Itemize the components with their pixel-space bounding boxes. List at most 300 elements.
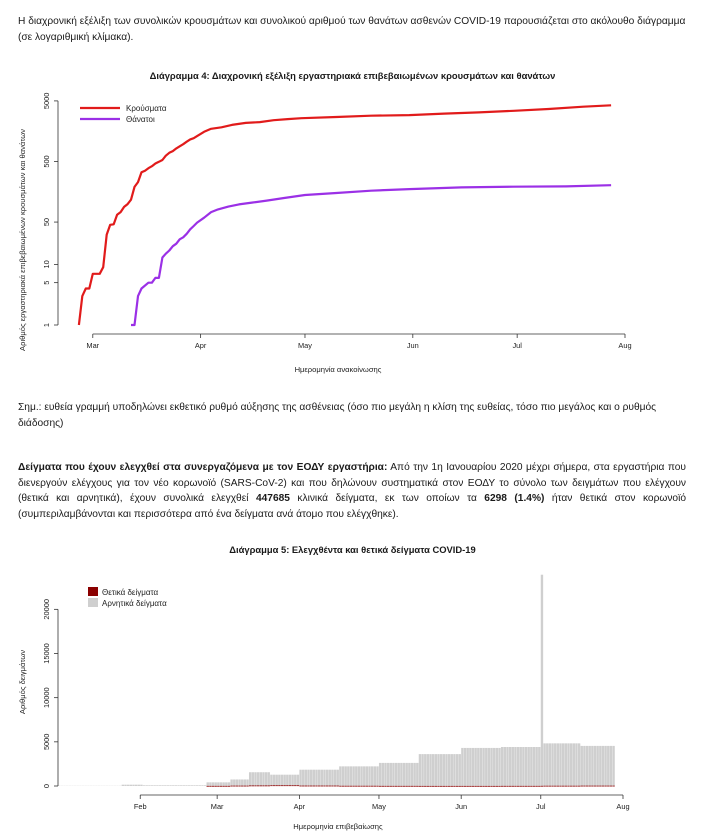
positive-bar (355, 786, 357, 787)
negative-bar (344, 766, 346, 785)
positive-bar (334, 786, 336, 787)
negative-bar (562, 743, 564, 785)
positive-bar (533, 786, 535, 787)
positive-bar (273, 785, 275, 786)
chart4-y-tick-label: 50 (42, 217, 51, 227)
positive-bar (254, 785, 256, 786)
positive-bar (477, 786, 479, 787)
negative-bar (236, 779, 238, 785)
positive-bar (612, 786, 614, 787)
positive-bar (514, 786, 516, 787)
negative-bar (596, 746, 598, 786)
negative-bar (331, 770, 333, 786)
positive-bar (432, 786, 434, 787)
positive-bar (262, 785, 264, 786)
chart5-x-tick-label: Aug (616, 802, 630, 811)
negative-bar (164, 785, 166, 786)
positive-bar (225, 786, 227, 787)
negative-bar (607, 746, 609, 786)
positive-bar (217, 786, 219, 787)
negative-bar (249, 772, 251, 785)
negative-bar (435, 754, 437, 786)
negative-bar (461, 748, 463, 786)
positive-bar (583, 786, 585, 787)
negative-bar (583, 746, 585, 786)
legend-label-positive: Θετικά δείγματα (102, 588, 159, 597)
positive-bar (445, 786, 447, 787)
negative-bar (278, 775, 280, 786)
positive-bar (461, 786, 463, 787)
positive-bar (257, 785, 259, 786)
negative-bar (315, 770, 317, 786)
positive-bar (591, 786, 593, 787)
negative-bar (281, 775, 283, 786)
positive-bar (488, 786, 490, 787)
negative-bar (337, 770, 339, 786)
negative-bar (448, 754, 450, 786)
positive-bar (589, 786, 591, 787)
positive-bar (403, 786, 405, 787)
positive-bar (342, 786, 344, 787)
positive-samples: 6298 (1.4%) (484, 493, 545, 504)
negative-bar (384, 763, 386, 786)
negative-bar (467, 748, 469, 786)
negative-bar (488, 748, 490, 786)
negative-bar (180, 785, 182, 786)
positive-bar (233, 786, 235, 787)
chart5-y-axis-label: Αριθμός δειγμάτων (18, 649, 27, 715)
negative-bar (153, 785, 155, 786)
negative-bar (283, 775, 285, 786)
chart5-x-tick-label: Apr (293, 802, 306, 811)
positive-bar (249, 785, 251, 786)
negative-bar (188, 785, 190, 786)
positive-bar (541, 786, 543, 787)
negative-bar (342, 766, 344, 785)
positive-bar (506, 786, 508, 787)
negative-bar (124, 785, 126, 786)
positive-bar (490, 786, 492, 787)
positive-bar (530, 786, 532, 787)
negative-bar (233, 779, 235, 785)
negative-bar (525, 747, 527, 786)
chart4-y-tick-label: 5000 (42, 92, 51, 110)
positive-bar (302, 786, 304, 787)
negative-bar (183, 785, 185, 786)
negative-bar (143, 785, 145, 786)
positive-bar (241, 786, 243, 787)
negative-bar (291, 775, 293, 786)
negative-bar (207, 782, 209, 786)
positive-bar (238, 786, 240, 787)
positive-bar (331, 786, 333, 787)
chart5-x-tick-label: May (371, 802, 386, 811)
negative-bar (538, 747, 540, 786)
negative-bar (456, 754, 458, 786)
negative-bar (246, 779, 248, 785)
positive-bar (520, 786, 522, 787)
negative-bar (212, 782, 214, 786)
negative-bar (559, 743, 561, 785)
positive-bar (246, 786, 248, 787)
positive-bar (374, 786, 376, 787)
positive-bar (557, 786, 559, 787)
positive-bar (456, 786, 458, 787)
positive-bar (509, 786, 511, 787)
positive-bar (358, 786, 360, 787)
positive-bar (594, 786, 596, 787)
positive-bar (222, 786, 224, 787)
negative-bar (429, 754, 431, 786)
positive-bar (421, 786, 423, 787)
positive-bar (482, 786, 484, 787)
negative-bar (268, 772, 270, 785)
positive-bar (448, 786, 450, 787)
negative-bar (443, 754, 445, 786)
positive-bar (451, 786, 453, 787)
positive-bar (339, 786, 341, 787)
positive-bar (321, 786, 323, 787)
legend-swatch-positive (88, 587, 98, 596)
positive-bar (586, 786, 588, 787)
negative-bar (493, 748, 495, 786)
positive-bar (469, 786, 471, 787)
positive-bar (387, 786, 389, 787)
negative-bar (376, 766, 378, 785)
negative-bar (318, 770, 320, 786)
negative-bar (451, 754, 453, 786)
negative-bar (528, 747, 530, 786)
positive-bar (411, 786, 413, 787)
negative-bar (132, 785, 134, 786)
negative-bar (196, 785, 198, 786)
negative-bar (408, 763, 410, 786)
negative-bar (273, 775, 275, 786)
chart4-x-axis-label: Ημερομηνία ανακοίνωσης (294, 365, 382, 374)
samples-chart (0, 560, 705, 833)
positive-bar (562, 786, 564, 787)
chart5-y-tick-label: 20000 (42, 599, 51, 620)
negative-bar (403, 763, 405, 786)
negative-bar (554, 743, 556, 785)
legend-label-cases: Κρούσματα (126, 104, 167, 113)
positive-bar (382, 786, 384, 787)
negative-bar (347, 766, 349, 785)
negative-bar (289, 775, 291, 786)
negative-bar (334, 770, 336, 786)
positive-bar (323, 786, 325, 787)
negative-bar (432, 754, 434, 786)
negative-bar (329, 770, 331, 786)
positive-bar (363, 786, 365, 787)
negative-bar (424, 754, 426, 786)
positive-bar (281, 785, 283, 786)
negative-bar (382, 763, 384, 786)
negative-bar (546, 743, 548, 785)
positive-bar (360, 786, 362, 787)
negative-bar (358, 766, 360, 785)
positive-bar (318, 786, 320, 787)
negative-bar (501, 747, 503, 786)
positive-bar (567, 786, 569, 787)
negative-bar (352, 766, 354, 785)
negative-bar (321, 770, 323, 786)
cases-deaths-chart (0, 84, 705, 379)
negative-bar (204, 785, 206, 786)
negative-bar (400, 763, 402, 786)
chart5-x-tick-label: Mar (210, 802, 224, 811)
negative-bar (140, 785, 142, 786)
negative-bar (159, 785, 161, 786)
chart5-legend (88, 587, 167, 608)
positive-bar (559, 786, 561, 787)
positive-bar (575, 786, 577, 787)
negative-bar (504, 747, 506, 786)
negative-bar (387, 763, 389, 786)
positive-bar (209, 786, 211, 787)
negative-bar (167, 785, 169, 786)
positive-bar (236, 786, 238, 787)
negative-bar (557, 743, 559, 785)
negative-bar (379, 763, 381, 786)
negative-bar (326, 770, 328, 786)
positive-bar (459, 786, 461, 787)
negative-bar (366, 766, 368, 785)
chart5-x-axis-label: Ημερομηνία επιβεβαίωσης (293, 822, 383, 831)
positive-bar (278, 785, 280, 786)
positive-bar (350, 786, 352, 787)
positive-bar (337, 786, 339, 787)
positive-bar (570, 786, 572, 787)
negative-bar (199, 785, 201, 786)
negative-bar (161, 785, 163, 786)
negative-bar (241, 779, 243, 785)
positive-bar (551, 786, 553, 787)
negative-bar (419, 754, 421, 786)
positive-bar (493, 786, 495, 787)
negative-bar (225, 782, 227, 786)
negative-bar (509, 747, 511, 786)
chart5-x-tick-label: Feb (133, 802, 147, 811)
negative-bar (175, 785, 177, 786)
legend-swatch-negative (88, 598, 98, 607)
negative-bar (294, 775, 296, 786)
negative-bar (405, 763, 407, 786)
positive-bar (305, 786, 307, 787)
negative-bar (589, 746, 591, 786)
negative-bar (445, 754, 447, 786)
negative-bar (506, 747, 508, 786)
negative-bar (217, 782, 219, 786)
negative-bar (220, 782, 222, 786)
positive-bar (395, 786, 397, 787)
positive-bar (268, 785, 270, 786)
positive-bar (326, 786, 328, 787)
positive-bar (299, 786, 301, 787)
samples-paragraph (18, 460, 686, 522)
positive-bar (265, 785, 267, 786)
negative-bar (286, 775, 288, 786)
positive-bar (429, 786, 431, 787)
positive-bar (368, 786, 370, 787)
chart4-legend (80, 104, 167, 124)
positive-bar (464, 786, 466, 787)
negative-bar (148, 785, 150, 786)
negative-bar (549, 743, 551, 785)
negative-bar (440, 754, 442, 786)
negative-bar (307, 770, 309, 786)
negative-bar (427, 754, 429, 786)
positive-bar (215, 786, 217, 787)
positive-bar (472, 786, 474, 787)
positive-bar (313, 786, 315, 787)
chart4-y-tick-label: 1 (42, 322, 51, 328)
positive-bar (543, 786, 545, 787)
negative-bar (578, 743, 580, 785)
positive-bar (344, 786, 346, 787)
negative-bar (610, 746, 612, 786)
negative-bar (222, 782, 224, 786)
positive-bar (220, 786, 222, 787)
positive-bar (408, 786, 410, 787)
samples-text-1: Από την 1η Ιανουαρίου 2020 μέχρι σήμερα, στα εργαστήρια που διενεργούν ελέγχους για τον νέο κορωνοϊό (SARS-CoV-2) και που δηλώνουν συστηματικά στον ΕΟΔΥ το σύνολο των δειγμάτων που ελέγχουν (θετικά και αρνητικά), έχουν συνολικά ελεγχθεί (18, 462, 686, 504)
negative-bar (313, 770, 315, 786)
positive-bar (212, 786, 214, 787)
negative-bar (459, 754, 461, 786)
cases-line (79, 105, 611, 325)
negative-bar (477, 748, 479, 786)
negative-bar (421, 754, 423, 786)
negative-bar (172, 785, 174, 786)
negative-bar (371, 766, 373, 785)
positive-bar (347, 786, 349, 787)
negative-bar (135, 785, 137, 786)
negative-bar (594, 746, 596, 786)
chart4-y-axis-label: Αριθμός εργαστηριακά επιβεβαιωμένων κρουσμάτων και θανάτων (18, 129, 27, 351)
negative-bar (355, 766, 357, 785)
positive-bar (435, 786, 437, 787)
negative-bar (482, 748, 484, 786)
negative-bar (127, 785, 129, 786)
negative-bar (177, 785, 179, 786)
chart4-title: Διάγραμμα 4: Διαχρονική εξέλιξη εργαστηριακά επιβεβαιωμένων κρουσμάτων και θανάτων (149, 70, 556, 81)
positive-bar (416, 786, 418, 787)
positive-bar (440, 786, 442, 787)
negative-bar (413, 763, 415, 786)
negative-bar (530, 747, 532, 786)
negative-bar (130, 785, 132, 786)
positive-bar (276, 785, 278, 786)
positive-bar (252, 785, 254, 786)
negative-bar (122, 785, 124, 786)
positive-bar (419, 786, 421, 787)
negative-bar (490, 748, 492, 786)
negative-bar (535, 747, 537, 786)
positive-bar (230, 786, 232, 787)
negative-bar (138, 785, 140, 786)
negative-bar (185, 785, 187, 786)
negative-bar (474, 748, 476, 786)
positive-bar (599, 786, 601, 787)
negative-bar (543, 743, 545, 785)
negative-bar (368, 766, 370, 785)
positive-bar (405, 786, 407, 787)
positive-bar (244, 786, 246, 787)
positive-bar (392, 786, 394, 787)
legend-label-negative: Αρνητικά δείγματα (102, 599, 167, 608)
deaths-line (131, 185, 611, 325)
positive-bar (602, 786, 604, 787)
positive-bar (384, 786, 386, 787)
negative-bar (276, 775, 278, 786)
negative-bar (496, 748, 498, 786)
positive-bar (522, 786, 524, 787)
negative-bar (398, 763, 400, 786)
negative-bar (302, 770, 304, 786)
total-samples: 447685 (255, 493, 290, 504)
negative-bar (305, 770, 307, 786)
positive-bar (260, 785, 262, 786)
negative-bar (146, 785, 148, 786)
negative-bar (257, 772, 259, 785)
chart4-x-tick-label: Mar (86, 341, 100, 350)
negative-bar (570, 743, 572, 785)
positive-bar (413, 786, 415, 787)
positive-bar (581, 786, 583, 787)
positive-bar (286, 785, 288, 786)
negative-bar (522, 747, 524, 786)
negative-bar (265, 772, 267, 785)
positive-bar (270, 785, 272, 786)
positive-bar (424, 786, 426, 787)
positive-bar (546, 786, 548, 787)
negative-bar (395, 763, 397, 786)
positive-bar (379, 786, 381, 787)
chart5-y-tick-label: 0 (42, 783, 51, 789)
positive-bar (554, 786, 556, 787)
negative-bar (573, 743, 575, 785)
chart5-y-tick-label: 10000 (42, 687, 51, 708)
chart4-y-tick-label: 5 (42, 280, 51, 285)
negative-bar (575, 743, 577, 785)
negative-bar (339, 766, 341, 785)
negative-bar (612, 746, 614, 786)
positive-bar (496, 786, 498, 787)
positive-bar (578, 786, 580, 787)
negative-bar (392, 763, 394, 786)
positive-bar (565, 786, 567, 787)
negative-bar (297, 775, 299, 786)
negative-bar (193, 785, 195, 786)
positive-bar (289, 785, 291, 786)
positive-bar (443, 786, 445, 787)
negative-bar (238, 779, 240, 785)
negative-bar (374, 766, 376, 785)
chart5-y-tick-label: 15000 (42, 643, 51, 664)
negative-bar (260, 772, 262, 785)
chart5-x-tick-label: Jul (536, 802, 546, 811)
positive-bar (604, 786, 606, 787)
positive-bar (528, 786, 530, 787)
negative-bar (169, 785, 171, 786)
negative-bar (363, 766, 365, 785)
chart5-title: Διάγραμμα 5: Ελεγχθέντα και θετικά δείγματα COVID-19 (229, 544, 476, 555)
negative-bar (567, 743, 569, 785)
positive-bar (607, 786, 609, 787)
negative-bar (541, 575, 543, 786)
negative-bar (252, 772, 254, 785)
negative-bar (254, 772, 256, 785)
